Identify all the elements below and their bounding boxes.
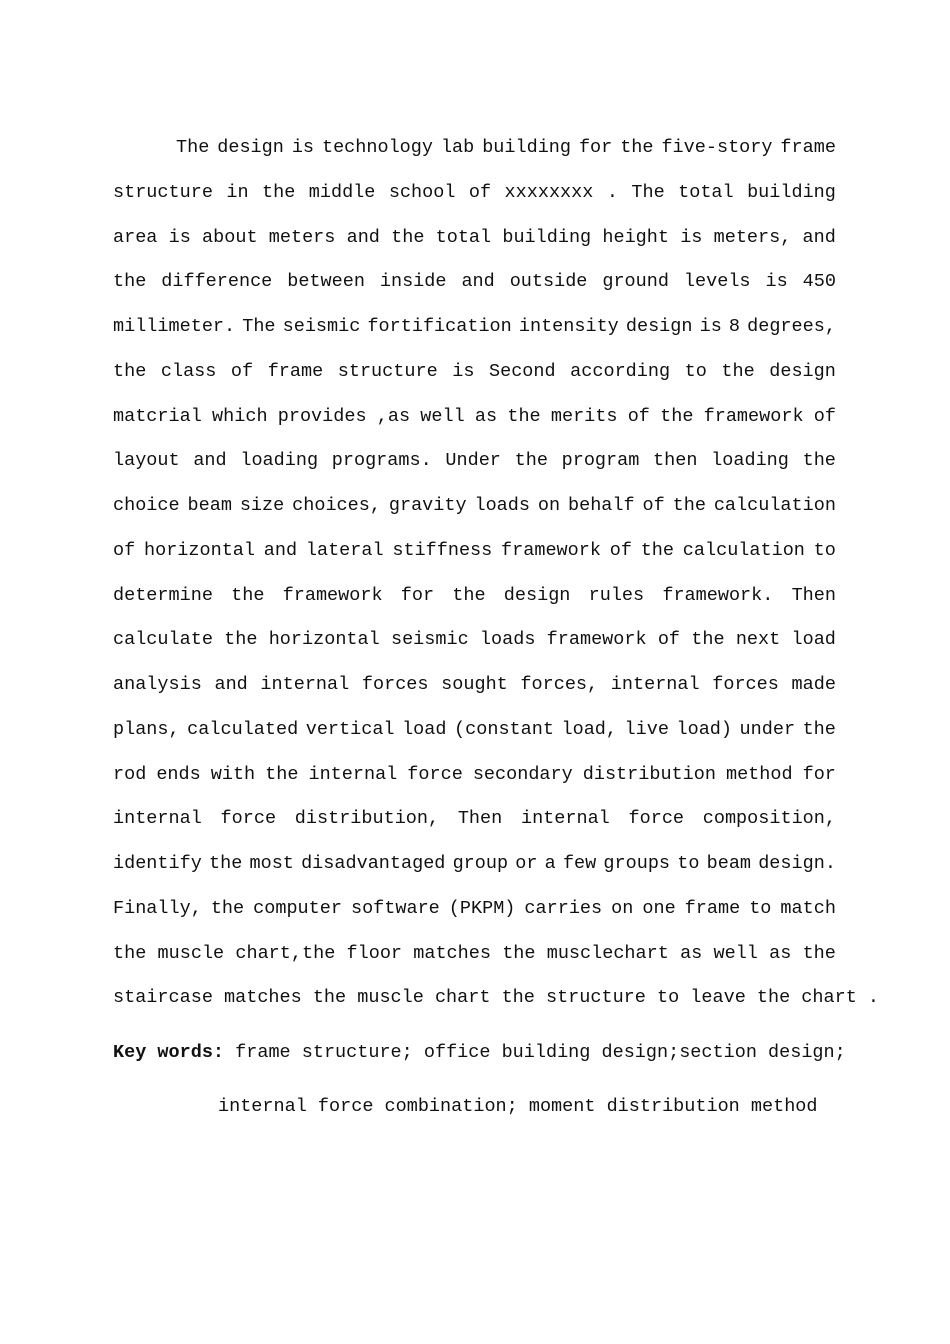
abstract-line: staircase matches the muscle chart the structure to leave the chart .	[113, 987, 880, 1009]
abstract-line: layout and loading programs. Under the program then loading the	[113, 450, 836, 472]
keywords-label: Key words:	[113, 1042, 225, 1063]
abstract-line: structure in the middle school of xxxxxxxx . The total building	[113, 181, 836, 203]
abstract-line: area is about meters and the total building height is meters, and	[113, 226, 836, 248]
abstract-line: calculate the horizontal seismic loads framework of the next load	[113, 629, 836, 651]
abstract-line: plans, calculated vertical load (constant load, live load) under the	[113, 718, 836, 740]
abstract-line: the difference between inside and outside ground levels is 450	[113, 271, 836, 293]
keywords-line-2: internal force combination; moment distribution method	[218, 1096, 818, 1117]
abstract-line: the class of frame structure is Second according to the design	[113, 360, 836, 382]
abstract-line: identify the most disadvantaged group or a few groups to beam design.	[113, 853, 836, 874]
keywords-line-1: frame structure; office building design;section design;	[224, 1042, 846, 1063]
abstract-line: choice beam size choices, gravity loads on behalf of the calculation	[113, 495, 836, 516]
abstract-line: analysis and internal forces sought forces, internal forces made	[113, 674, 836, 695]
abstract-line: the muscle chart,the floor matches the musclechart as well as the	[113, 942, 836, 964]
abstract-line: rod ends with the internal force secondary distribution method for	[113, 763, 836, 785]
abstract-line: Finally, the computer software (PKPM) carries on one frame to match	[113, 897, 836, 919]
abstract-line: of horizontal and lateral stiffness framework of the calculation to	[113, 539, 836, 561]
abstract-line: matcrial which provides ,as well as the merits of the framework of	[113, 405, 836, 427]
abstract-line: millimeter. The seismic fortification intensity design is 8 degrees,	[113, 316, 836, 337]
abstract-line: The design is technology lab building for the five-story frame	[176, 137, 836, 158]
abstract-line: internal force distribution, Then internal force composition,	[113, 808, 836, 830]
abstract-paragraph	[113, 128, 880, 1023]
abstract-line: determine the framework for the design rules framework. Then	[113, 584, 836, 606]
keywords-section	[113, 1042, 846, 1117]
